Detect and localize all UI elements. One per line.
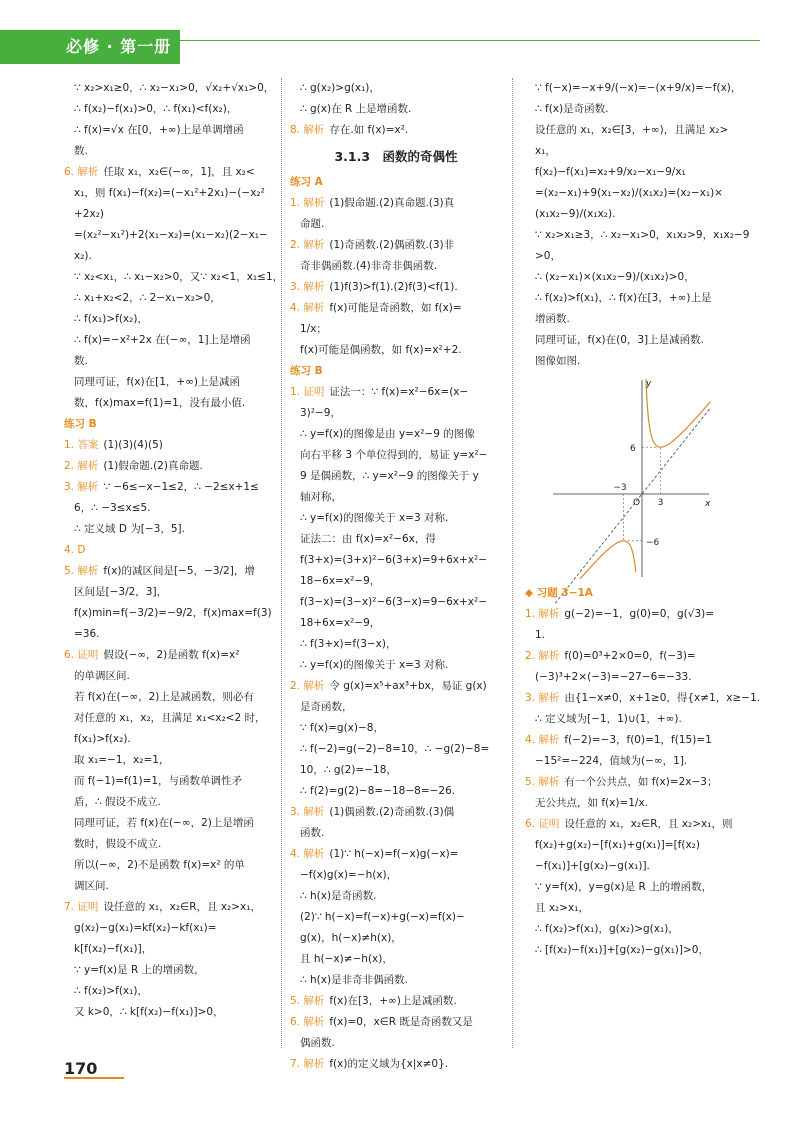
text-line bbox=[64, 120, 274, 141]
item-text: 假设(−∞，2)是函数 f(x)=x² bbox=[103, 649, 240, 661]
item-text: ∴ y=f(x)的图像关于 x=3 对称. bbox=[300, 659, 449, 671]
item-label: 4. D bbox=[64, 544, 86, 556]
column-divider bbox=[512, 78, 513, 1048]
item-text: 若 f(x)在(−∞，2)上是减函数，则必有 bbox=[74, 691, 254, 703]
item-text: ∵ x₂>x₁≥0，∴ x₂−x₁>0，√x₂+√x₁>0， bbox=[74, 82, 275, 94]
item-label: 3. 解析 bbox=[525, 692, 560, 704]
item-text: ∴ f(x₂)>f(x₁)，g(x₂)>g(x₁)， bbox=[535, 923, 679, 935]
item-text: ∵ y=f(x)是 R 上的增函数， bbox=[74, 964, 205, 976]
item-text: ∴ 定义域为[−1，1)∪(1，+∞). bbox=[535, 713, 682, 725]
item-text: 同理可证，f(x)在[1，+∞)上是减函 bbox=[74, 376, 241, 388]
text-line bbox=[64, 918, 274, 939]
item-text: f(x)可能是偶函数，如 f(x)=x²+2. bbox=[300, 344, 462, 356]
page-number: 170 bbox=[64, 1059, 98, 1078]
text-line bbox=[64, 372, 274, 393]
text-line bbox=[64, 813, 274, 834]
item-text: 设任意的 x₁，x₂∈[3，+∞)，且满足 x₂> bbox=[535, 124, 729, 136]
item-text: (x₁x₂−9)/(x₁x₂). bbox=[535, 208, 616, 220]
item-text: x₂). bbox=[74, 250, 92, 262]
item-text: 是奇函数， bbox=[300, 701, 353, 713]
text-line bbox=[525, 772, 735, 793]
section-heading: ◆ 习题 3−1A bbox=[525, 587, 593, 599]
text-line bbox=[290, 466, 502, 487]
text-line bbox=[64, 162, 274, 183]
item-text: f(x₁)>f(x₂). bbox=[74, 733, 131, 745]
item-text: 增函数. bbox=[535, 313, 570, 325]
item-label: 1. 证明 bbox=[290, 386, 325, 398]
item-text: 对任意的 x₁，x₂，且满足 x₁<x₂<2 时， bbox=[74, 712, 266, 724]
text-line bbox=[64, 687, 274, 708]
item-text: f(x)的减区间是[−5，−3/2]，增 bbox=[103, 565, 255, 577]
text-line bbox=[290, 403, 502, 424]
text-line bbox=[290, 529, 502, 550]
text-line bbox=[290, 886, 502, 907]
text-line bbox=[290, 928, 502, 949]
text-line bbox=[290, 256, 502, 277]
text-line bbox=[290, 550, 502, 571]
text-line bbox=[290, 78, 502, 99]
text-line bbox=[525, 856, 735, 877]
item-text: 又 k>0，∴ k[f(x₂)−f(x₁)]>0， bbox=[74, 1006, 224, 1018]
section-heading: 练习 B bbox=[290, 365, 323, 377]
text-line bbox=[64, 897, 274, 918]
text-line bbox=[290, 592, 502, 613]
origin-label: O bbox=[633, 498, 641, 508]
curve-branch-right bbox=[646, 379, 710, 447]
text-line bbox=[290, 991, 502, 1012]
item-text: −f(x₁)]+[g(x₂)−g(x₁)]. bbox=[535, 860, 650, 872]
item-label: 5. 解析 bbox=[290, 995, 325, 1007]
text-line bbox=[525, 267, 735, 288]
text-line bbox=[64, 267, 284, 288]
item-text: 所以(−∞，2)不是函数 f(x)=x² 的单 bbox=[74, 859, 245, 871]
item-text: 向右平移 3 个单位得到的，易证 y=x²− bbox=[300, 449, 488, 461]
text-line bbox=[525, 751, 735, 772]
text-line bbox=[64, 309, 274, 330]
text-line bbox=[525, 793, 735, 814]
text-line bbox=[64, 456, 274, 477]
text-line bbox=[290, 319, 502, 340]
text-line bbox=[290, 676, 502, 697]
item-text: ∴ f(x₂)>f(x₁)， bbox=[74, 985, 148, 997]
column-3 bbox=[525, 78, 761, 961]
item-text: x₁， bbox=[535, 145, 556, 157]
text-line bbox=[290, 120, 502, 141]
item-text: k[f(x₂)−f(x₁)]， bbox=[74, 943, 153, 955]
item-label: 6. 证明 bbox=[525, 818, 560, 830]
item-text: ∴ f(−2)=g(−2)−8=10，∴ −g(2)−8= bbox=[300, 743, 490, 755]
item-text: f(0)=0³+2×0=0，f(−3)= bbox=[564, 650, 696, 662]
text-line bbox=[525, 78, 742, 99]
text-line bbox=[290, 424, 502, 445]
item-text: ∴ (x₂−x₁)×(x₁x₂−9)/(x₁x₂)>0， bbox=[535, 271, 695, 283]
item-text: f(x)的定义域为{x|x≠0}. bbox=[329, 1058, 449, 1070]
item-text: (1)偶函数.(2)奇函数.(3)偶 bbox=[329, 806, 455, 818]
tick-label-3: 3 bbox=[657, 498, 664, 508]
text-line bbox=[525, 919, 735, 940]
item-text: 无公共点，如 f(x)=1/x. bbox=[535, 797, 649, 809]
item-text: 存在.如 f(x)=x². bbox=[329, 124, 409, 136]
text-line bbox=[290, 823, 502, 844]
item-label: 3. 解析 bbox=[290, 806, 325, 818]
text-line bbox=[64, 582, 274, 603]
item-label: 5. 解析 bbox=[525, 776, 560, 788]
text-line bbox=[290, 298, 502, 319]
item-text: 图像如图. bbox=[535, 355, 581, 367]
text-line bbox=[290, 655, 502, 676]
text-line bbox=[525, 646, 735, 667]
text-line bbox=[290, 739, 502, 760]
item-text: ∴ g(x)在 R 上是增函数. bbox=[300, 103, 412, 115]
text-line bbox=[64, 939, 274, 960]
item-text: 1. bbox=[535, 629, 546, 641]
item-text: 1/x； bbox=[300, 323, 327, 335]
item-text: g(x)，h(−x)≠h(x)， bbox=[300, 932, 402, 944]
item-text: f(3+x)=(3+x)²−6(3+x)=9+6x+x²− bbox=[300, 554, 488, 566]
item-text: 令 g(x)=x⁵+ax³+bx，易证 g(x) bbox=[329, 680, 487, 692]
text-line bbox=[64, 330, 274, 351]
text-line bbox=[525, 940, 735, 961]
item-text: ∴ y=f(x)的图像关于 x=3 对称. bbox=[300, 512, 449, 524]
text-line bbox=[64, 141, 274, 162]
item-text: 证法二：由 f(x)=x²−6x，得 bbox=[300, 533, 436, 545]
item-text: 6，∴ −3≤x≤5. bbox=[74, 502, 151, 514]
item-text: ∴ f(x)=√x 在[0，+∞)上是单调增函 bbox=[74, 124, 244, 136]
text-line bbox=[525, 162, 735, 183]
text-line bbox=[64, 519, 274, 540]
text-line bbox=[64, 624, 274, 645]
item-text: 设任意的 x₁，x₂∈R，且 x₂>x₁，则 bbox=[564, 818, 733, 830]
item-label: 7. 解析 bbox=[290, 1058, 325, 1070]
text-line bbox=[64, 99, 274, 120]
text-line bbox=[290, 697, 502, 718]
text-line bbox=[290, 802, 502, 823]
item-text: ∵ x₂<x₁，∴ x₁−x₂>0，又∵ x₂<1，x₁≤1， bbox=[74, 271, 284, 283]
item-text: ∴ 定义域 D 为[−3，5]. bbox=[74, 523, 185, 535]
item-text: 数，f(x)max=f(1)=1，没有最小值. bbox=[74, 397, 246, 409]
item-text: 任取 x₁，x₂∈(−∞，1]，且 x₂< bbox=[103, 166, 255, 178]
text-line bbox=[290, 970, 502, 991]
section-heading: 练习 A bbox=[290, 176, 323, 188]
item-text: f(x)在[3，+∞)上是减函数. bbox=[329, 995, 457, 1007]
text-line bbox=[64, 540, 274, 561]
item-text: ∴ f(2)=g(2)−8=−18−8=−26. bbox=[300, 785, 456, 797]
item-text: 由{1−x≠0，x+1≥0，得{x≠1，x≥−1. bbox=[564, 692, 761, 704]
item-text: 9 是偶函数，∴ y=x²−9 的图像关于 y bbox=[300, 470, 479, 482]
item-text: g(−2)=−1，g(0)=0，g(√3)= bbox=[564, 608, 715, 620]
text-line bbox=[290, 760, 502, 781]
text-line bbox=[290, 214, 502, 235]
text-line bbox=[290, 1033, 502, 1054]
item-text: f(x)min=f(−3/2)=−9/2，f(x)max=f(3) bbox=[74, 607, 272, 619]
item-text: ∵ f(x)=g(x)−8， bbox=[300, 722, 384, 734]
text-line bbox=[64, 750, 274, 771]
text-line bbox=[64, 792, 274, 813]
item-text: 偶函数. bbox=[300, 1037, 335, 1049]
function-graph bbox=[545, 376, 715, 581]
section-title: 3.1.3 函数的奇偶性 bbox=[334, 149, 458, 164]
item-text: ∵ −6≤−x−1≤2，∴ −2≤x+1≤ bbox=[103, 481, 259, 493]
text-line bbox=[525, 204, 735, 225]
text-line bbox=[525, 877, 735, 898]
item-text: ∴ g(x₂)>g(x₁)， bbox=[300, 82, 380, 94]
item-text: f(x)可能是奇函数，如 f(x)= bbox=[329, 302, 462, 314]
text-line bbox=[64, 708, 274, 729]
item-text: 而 f(−1)=f(1)=1，与函数单调性矛 bbox=[74, 775, 243, 787]
text-line bbox=[64, 834, 274, 855]
item-text: ∵ f(−x)=−x+9/(−x)=−(x+9/x)=−f(x)， bbox=[535, 82, 742, 94]
text-line bbox=[525, 898, 735, 919]
text-line bbox=[525, 246, 735, 267]
item-text: f(x₂)−f(x₁)=x₂+9/x₂−x₁−9/x₁ bbox=[535, 166, 686, 178]
item-text: 奇非偶函数.(4)非奇非偶函数. bbox=[300, 260, 438, 272]
text-line bbox=[290, 781, 502, 802]
text-line bbox=[290, 571, 502, 592]
item-text: (1)∵ h(−x)=f(−x)g(−x)= bbox=[329, 848, 459, 860]
item-text: 3)²−9， bbox=[300, 407, 341, 419]
text-line bbox=[525, 688, 761, 709]
item-text: (−3)³+2×(−3)=−27−6=−33. bbox=[535, 671, 692, 683]
item-text: 盾，∴ 假设不成立. bbox=[74, 796, 161, 808]
item-text: 18+6x=x²−9， bbox=[300, 617, 381, 629]
item-text: 证法一：∵ f(x)=x²−6x=(x− bbox=[329, 386, 469, 398]
item-label: 2. 解析 bbox=[64, 460, 99, 472]
text-line bbox=[525, 330, 735, 351]
item-label: 6. 证明 bbox=[64, 649, 99, 661]
item-text: (2)∵ h(−x)=f(−x)+g(−x)=f(x)− bbox=[300, 911, 465, 923]
item-label: 2. 解析 bbox=[525, 650, 560, 662]
text-line bbox=[64, 435, 274, 456]
text-line bbox=[290, 193, 502, 214]
item-text: 的单调区间. bbox=[74, 670, 130, 682]
text-line bbox=[525, 99, 735, 120]
item-label: 8. 解析 bbox=[290, 124, 325, 136]
item-text: f(−2)=−3，f(0)=1，f(15)=1 bbox=[564, 734, 712, 746]
item-text: ∴ h(x)是非奇非偶函数. bbox=[300, 974, 408, 986]
item-text: 18−6x=x²−9， bbox=[300, 575, 381, 587]
tick-label-neg3: −3 bbox=[613, 483, 627, 493]
item-text: ∴ x₁+x₂<2，∴ 2−x₁−x₂>0， bbox=[74, 292, 221, 304]
item-text: ∴ [f(x₂)−f(x₁)]+[g(x₂)−g(x₁)]>0， bbox=[535, 944, 709, 956]
text-line bbox=[64, 393, 274, 414]
text-line bbox=[64, 246, 274, 267]
text-line bbox=[525, 625, 735, 646]
column-2 bbox=[290, 78, 502, 1075]
item-text: =36. bbox=[74, 628, 100, 640]
text-line bbox=[64, 351, 274, 372]
item-text: +2x₂) bbox=[74, 208, 104, 220]
text-line bbox=[525, 604, 735, 625]
item-text: ∴ f(3+x)=f(3−x)， bbox=[300, 638, 397, 650]
text-line bbox=[525, 309, 735, 330]
item-text: =(x₂²−x₁²)+2(x₁−x₂)=(x₁−x₂)(2−x₁− bbox=[74, 229, 268, 241]
text-line bbox=[64, 204, 274, 225]
curve-branch-left bbox=[580, 541, 636, 579]
item-text: (1)假命题.(2)真命题.(3)真 bbox=[329, 197, 455, 209]
item-text: (1)奇函数.(2)偶函数.(3)非 bbox=[329, 239, 455, 251]
header-tab: 必修 · 第一册 bbox=[0, 30, 180, 64]
item-text: 且 h(−x)≠−h(x)， bbox=[300, 953, 393, 965]
text-line bbox=[64, 78, 274, 99]
item-text: ∴ y=f(x)的图像是由 y=x²−9 的图像 bbox=[300, 428, 475, 440]
item-text: ∵ x₂>x₁≥3，∴ x₂−x₁>0，x₁x₂>9，x₁x₂−9 bbox=[535, 229, 750, 241]
text-line bbox=[525, 709, 735, 730]
text-line bbox=[290, 445, 502, 466]
item-label: 1. 答案 bbox=[64, 439, 99, 451]
text-line bbox=[64, 477, 274, 498]
y-axis-label: y bbox=[646, 379, 652, 389]
item-text: ∴ f(x)=−x²+2x 在(−∞，1]上是增函 bbox=[74, 334, 251, 346]
text-line bbox=[64, 183, 274, 204]
text-line bbox=[290, 382, 502, 403]
text-line bbox=[290, 1012, 502, 1033]
item-text: 数. bbox=[74, 355, 88, 367]
item-label: 4. 解析 bbox=[290, 848, 325, 860]
text-line bbox=[525, 120, 735, 141]
text-line bbox=[290, 235, 502, 256]
text-line bbox=[64, 498, 274, 519]
column-divider bbox=[281, 78, 282, 1048]
text-line bbox=[64, 729, 274, 750]
item-text: =(x₂−x₁)+9(x₁−x₂)/(x₁x₂)=(x₂−x₁)× bbox=[535, 187, 723, 199]
item-text: 同理可证，若 f(x)在(−∞，2)上是增函 bbox=[74, 817, 254, 829]
item-text: f(x)=0，x∈R 既是奇函数又是 bbox=[329, 1016, 473, 1028]
item-text: 设任意的 x₁，x₂∈R，且 x₂>x₁， bbox=[103, 901, 261, 913]
item-text: 命题. bbox=[300, 218, 325, 230]
text-line bbox=[290, 907, 502, 928]
text-line bbox=[64, 1002, 274, 1023]
item-text: ∴ f(x₂)>f(x₁)，∴ f(x)在[3，+∞)上是 bbox=[535, 292, 712, 304]
item-text: 数时，假设不成立. bbox=[74, 838, 162, 850]
text-line bbox=[290, 613, 502, 634]
item-text: 调区间. bbox=[74, 880, 109, 892]
text-line bbox=[290, 865, 502, 886]
text-line bbox=[290, 634, 502, 655]
text-line bbox=[64, 666, 274, 687]
text-line bbox=[525, 225, 750, 246]
text-line bbox=[290, 1054, 502, 1075]
item-label: 4. 解析 bbox=[290, 302, 325, 314]
text-line bbox=[290, 487, 502, 508]
item-label: 2. 解析 bbox=[290, 239, 325, 251]
text-line bbox=[64, 981, 274, 1002]
text-line bbox=[290, 277, 502, 298]
item-text: −f(x)g(x)=−h(x)， bbox=[300, 869, 398, 881]
text-line bbox=[64, 288, 274, 309]
item-text: (1)f(3)>f(1).(2)f(3)<f(1). bbox=[329, 281, 458, 293]
item-text: 有一个公共点，如 f(x)=2x−3； bbox=[564, 776, 718, 788]
text-line bbox=[525, 814, 735, 835]
text-line bbox=[525, 730, 735, 751]
item-text: ∴ f(x)是奇函数. bbox=[535, 103, 609, 115]
text-line bbox=[525, 141, 735, 162]
item-text: 函数. bbox=[300, 827, 325, 839]
item-label: 1. 解析 bbox=[290, 197, 325, 209]
text-line bbox=[290, 949, 502, 970]
item-label: 2. 解析 bbox=[290, 680, 325, 692]
text-line bbox=[64, 645, 274, 666]
item-text: 10，∴ g(2)=−18， bbox=[300, 764, 397, 776]
item-label: 6. 解析 bbox=[64, 166, 99, 178]
header-rule bbox=[180, 40, 760, 41]
item-label: 1. 解析 bbox=[525, 608, 560, 620]
item-text: −15²=−224，值域为(−∞，1]. bbox=[535, 755, 688, 767]
item-text: 区间是[−3/2，3]， bbox=[74, 586, 168, 598]
section-heading: 练习 B bbox=[64, 418, 97, 430]
text-line bbox=[290, 718, 502, 739]
text-line bbox=[525, 667, 735, 688]
text-line bbox=[64, 225, 274, 246]
item-text: g(x₂)−g(x₁)=kf(x₂)−kf(x₁)= bbox=[74, 922, 217, 934]
item-text: (1)(3)(4)(5) bbox=[103, 439, 163, 451]
x-axis-label: x bbox=[705, 499, 711, 509]
text-line bbox=[64, 561, 274, 582]
text-line bbox=[290, 340, 502, 361]
text-line bbox=[64, 960, 274, 981]
text-line bbox=[290, 99, 502, 120]
tick-label-neg6: −6 bbox=[646, 537, 660, 548]
item-text: 轴对称， bbox=[300, 491, 342, 503]
text-line bbox=[525, 183, 735, 204]
item-label: 4. 解析 bbox=[525, 734, 560, 746]
item-label: 5. 解析 bbox=[64, 565, 99, 577]
column-1 bbox=[64, 78, 284, 1023]
item-text: 取 x₁=−1，x₂=1， bbox=[74, 754, 170, 766]
tick-label-6: 6 bbox=[630, 444, 636, 455]
item-label: 7. 证明 bbox=[64, 901, 99, 913]
text-line bbox=[290, 508, 502, 529]
item-text: ∴ f(x₁)>f(x₂)， bbox=[74, 313, 148, 325]
item-text: 且 x₂>x₁， bbox=[535, 902, 589, 914]
text-line bbox=[64, 771, 274, 792]
item-text: (1)假命题.(2)真命题. bbox=[103, 460, 203, 472]
item-text: ∵ y=f(x)，y=g(x)是 R 上的增函数， bbox=[535, 881, 713, 893]
text-line bbox=[64, 855, 274, 876]
text-line bbox=[64, 603, 274, 624]
text-line bbox=[525, 835, 735, 856]
item-text: f(x₂)+g(x₂)−[f(x₁)+g(x₁)]=[f(x₂) bbox=[535, 839, 700, 851]
item-text: >0， bbox=[535, 250, 561, 262]
item-label: 3. 解析 bbox=[290, 281, 325, 293]
text-line bbox=[290, 844, 502, 865]
item-text: ∴ f(x₂)−f(x₁)>0，∴ f(x₁)<f(x₂)， bbox=[74, 103, 238, 115]
text-line bbox=[525, 288, 735, 309]
item-label: 6. 解析 bbox=[290, 1016, 325, 1028]
item-text: ∴ h(x)是奇函数. bbox=[300, 890, 377, 902]
item-text: x₁，则 f(x₁)−f(x₂)=(−x₁²+2x₁)−(−x₂² bbox=[74, 187, 265, 199]
item-text: f(3−x)=(3−x)²−6(3−x)=9−6x+x²− bbox=[300, 596, 488, 608]
item-text: 数. bbox=[74, 145, 88, 157]
text-line bbox=[525, 351, 735, 372]
text-line bbox=[64, 876, 274, 897]
item-label: 3. 解析 bbox=[64, 481, 99, 493]
item-text: 同理可证，f(x)在(0，3]上是减函数. bbox=[535, 334, 704, 346]
